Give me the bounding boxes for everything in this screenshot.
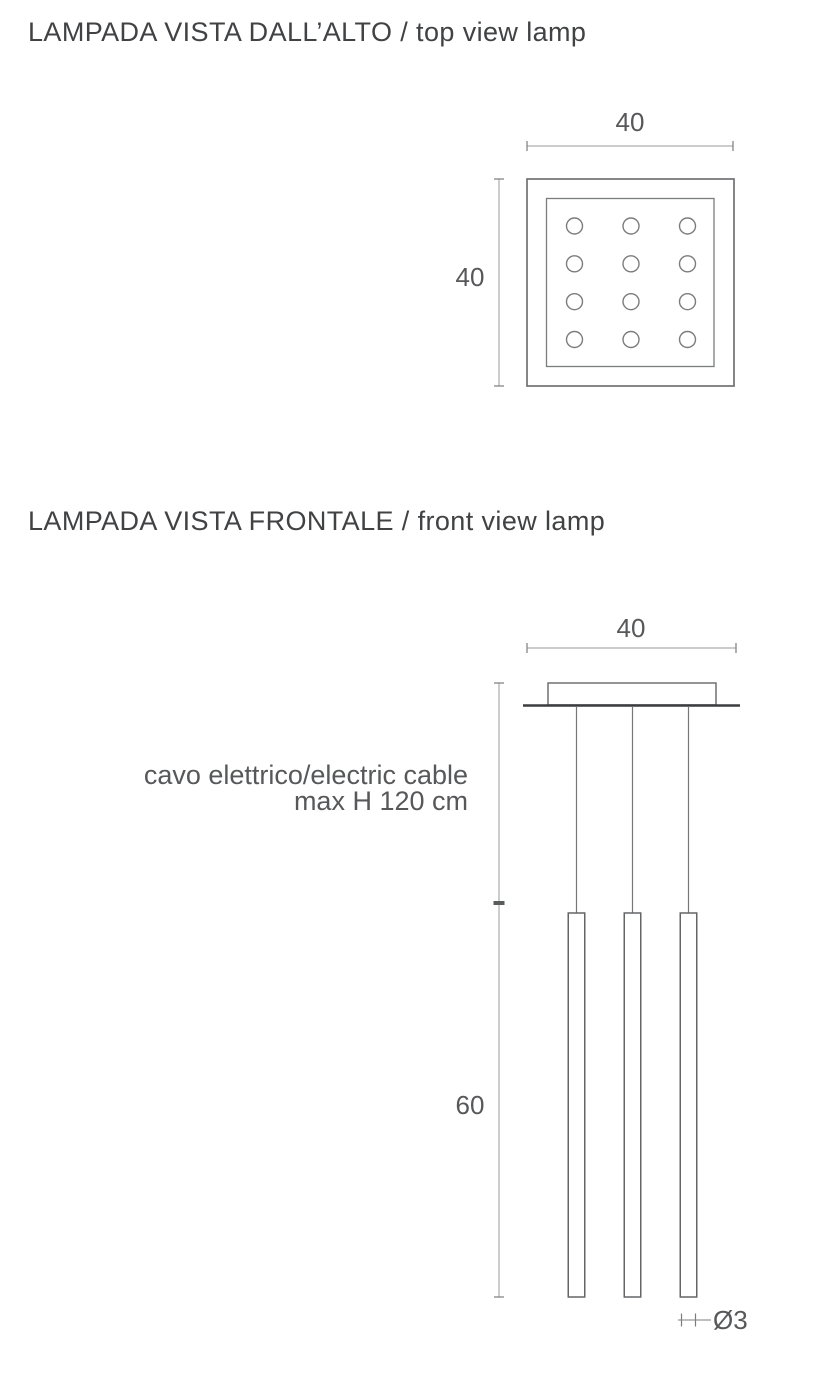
led-hole [567, 294, 583, 310]
cable-note-line1: cavo elettrico/electric cable [143, 760, 468, 790]
tube-diameter-dimension-label: Ø3 [713, 1305, 748, 1335]
tube-height-dimension-label: 60 [455, 1090, 485, 1120]
led-hole [680, 218, 696, 234]
pendant-tube [568, 913, 585, 1297]
led-hole [680, 294, 696, 310]
front-view-title: LAMPADA VISTA FRONTALE / front view lamp [28, 506, 606, 536]
pendant-tubes [568, 913, 697, 1297]
led-hole-grid [567, 218, 696, 347]
led-hole [567, 218, 583, 234]
top-view-drawing [456, 107, 734, 386]
front-view-drawing [144, 613, 748, 1335]
electric-cables [577, 707, 689, 913]
led-hole [623, 331, 639, 347]
led-hole [567, 331, 583, 347]
pendant-tube [624, 913, 641, 1297]
front-view-width-dimension-label: 40 [616, 613, 646, 643]
pendant-tube [680, 913, 697, 1297]
led-hole [623, 294, 639, 310]
top-view-title: LAMPADA VISTA DALL’ALTO / top view lamp [28, 17, 587, 47]
canopy-outer-frame [527, 179, 734, 386]
led-hole [623, 256, 639, 272]
canopy-box [548, 683, 716, 705]
led-hole [623, 218, 639, 234]
top-view-height-dimension-label: 40 [455, 262, 485, 292]
led-hole [567, 256, 583, 272]
top-view-width-dimension-label: 40 [615, 107, 645, 137]
led-hole [680, 331, 696, 347]
cable-note-line2: max H 120 cm [293, 786, 468, 816]
led-hole [680, 256, 696, 272]
